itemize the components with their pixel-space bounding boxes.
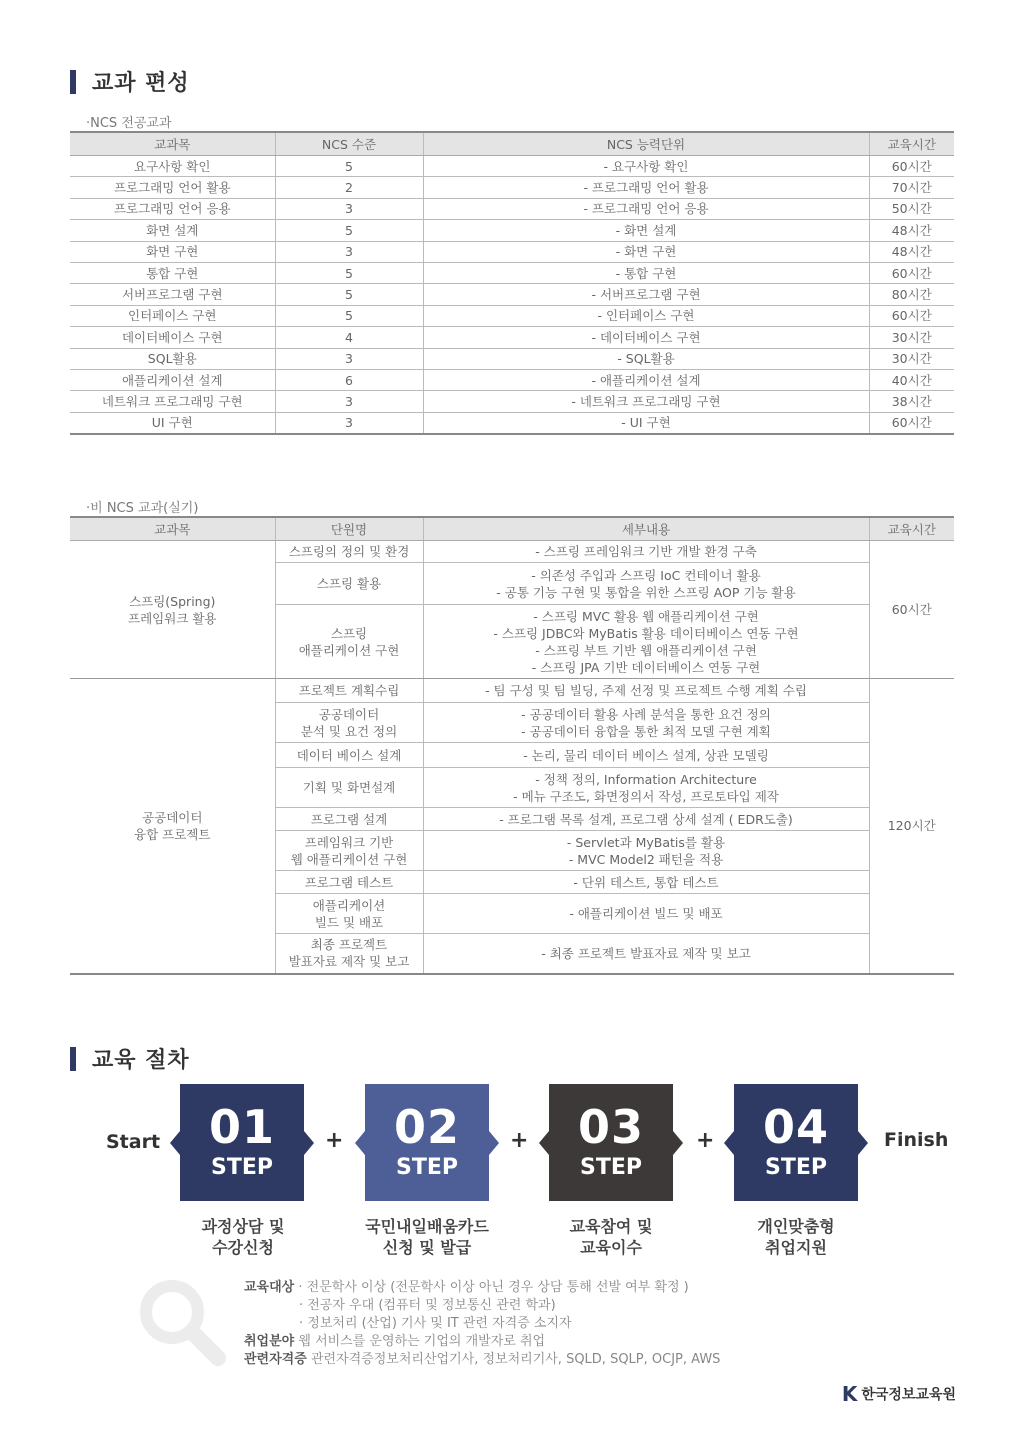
- ncs-cell: UI 구현: [70, 412, 275, 434]
- subject-cell: 공공데이터 융합 프로젝트: [70, 679, 275, 974]
- target-line: · 전공자 우대 (컴퓨터 및 정보통신 관련 학과): [299, 1298, 556, 1313]
- unit-name-cell: 프레임워크 기반 웹 애플리케이션 구현: [275, 831, 423, 871]
- title-bar-marker: [70, 70, 76, 94]
- ncs-cell: 3: [275, 391, 423, 412]
- ncs-cell: 4: [275, 327, 423, 348]
- ncs-table: [70, 131, 954, 435]
- plus-icon: +: [696, 1128, 715, 1153]
- ncs-cell: 50시간: [869, 198, 954, 219]
- ncs-cell: 60시간: [869, 156, 954, 177]
- nonncs-header-cell: 세부내용: [423, 517, 869, 541]
- ncs-cell: 데이터베이스 구현: [70, 327, 275, 348]
- ncs-cell: - SQL활용: [423, 348, 869, 369]
- nonncs-subtitle: ·비 NCS 교과(실기): [86, 501, 199, 516]
- unit-detail-cell: - 논리, 물리 데이터 베이스 설계, 상관 모델링: [423, 743, 869, 768]
- ncs-cell: - 데이터베이스 구현: [423, 327, 869, 348]
- ncs-cell: 48시간: [869, 220, 954, 241]
- magnifier-icon: [134, 1276, 230, 1372]
- cert-value: 관련자격증정보처리산업기사, 정보처리기사, SQLD, SQLP, OCJP, AWS: [310, 1352, 721, 1367]
- ncs-header-cell: NCS 수준: [275, 132, 423, 156]
- unit-name-cell: 스프링 활용: [275, 563, 423, 605]
- unit-detail-cell: - 의존성 주입과 스프링 IoC 컨테이너 활용 - 공통 기능 구현 및 통합을 위한 스프링 AOP 기능 활용: [423, 563, 869, 605]
- unit-name-cell: 프로그램 테스트: [275, 871, 423, 894]
- ncs-cell: 서버프로그램 구현: [70, 284, 275, 305]
- ncs-cell: - 애플리케이션 설계: [423, 369, 869, 390]
- table-row: [70, 541, 954, 563]
- subject-cell: 스프링(Spring) 프레임워크 활용: [70, 541, 275, 679]
- ncs-cell: 70시간: [869, 177, 954, 198]
- step-caption: 과정상담 및 수강신청: [201, 1217, 285, 1257]
- target-line: · 전문학사 이상 (전문학사 이상 아닌 경우 상담 통해 선발 여부 확정 ): [298, 1280, 689, 1295]
- ncs-cell: 애플리케이션 설계: [70, 369, 275, 390]
- unit-detail-cell: - 공공데이터 활용 사례 분석을 통한 요건 정의 - 공공데이터 융합을 통한 최적 모델 구현 계획: [423, 703, 869, 743]
- unit-name-cell: 기획 및 화면설계: [275, 768, 423, 808]
- table-row: [70, 369, 954, 390]
- step-caption: 교육참여 및 교육이수: [569, 1217, 653, 1257]
- step-02-box: [365, 1084, 489, 1201]
- step-04-box: [734, 1084, 858, 1201]
- ncs-cell: 3: [275, 241, 423, 262]
- ncs-cell: 30시간: [869, 327, 954, 348]
- nonncs-header-cell: 교과목: [70, 517, 275, 541]
- step-caption: 개인맞춤형 취업지원: [757, 1217, 835, 1257]
- title-bar-marker: [70, 1047, 76, 1071]
- ncs-cell: - 요구사항 확인: [423, 156, 869, 177]
- ncs-cell: 48시간: [869, 241, 954, 262]
- table-row: [70, 679, 954, 703]
- ncs-cell: 6: [275, 369, 423, 390]
- target-key: 교육대상: [244, 1280, 295, 1295]
- cert-key: 관련자격증: [244, 1352, 307, 1367]
- ncs-cell: 5: [275, 284, 423, 305]
- plus-icon: +: [510, 1128, 529, 1153]
- ncs-header-cell: 교과목: [70, 132, 275, 156]
- step-number: 01: [208, 1099, 275, 1154]
- nonncs-header-cell: 단원명: [275, 517, 423, 541]
- unit-name-cell: 데이터 베이스 설계: [275, 743, 423, 768]
- unit-name-cell: 애플리케이션 빌드 및 배포: [275, 894, 423, 934]
- section-procedure-title: [70, 1043, 190, 1074]
- logo-text: 한국정보교육원: [861, 1387, 956, 1403]
- ncs-cell: - 서버프로그램 구현: [423, 284, 869, 305]
- ncs-cell: 화면 설계: [70, 220, 275, 241]
- ncs-cell: 프로그래밍 언어 응용: [70, 198, 275, 219]
- section-curriculum-title: [70, 66, 190, 97]
- unit-detail-cell: - Servlet과 MyBatis를 활용 - MVC Model2 패턴을 적용: [423, 831, 869, 871]
- course-info: [244, 1279, 720, 1369]
- nonncs-table: [70, 516, 954, 975]
- ncs-header-cell: 교육시간: [869, 132, 954, 156]
- ncs-cell: - 프로그래밍 언어 응용: [423, 198, 869, 219]
- arrow-notch-icon: [539, 1131, 549, 1155]
- unit-name-cell: 공공데이터 분석 및 요건 정의: [275, 703, 423, 743]
- unit-detail-cell: - 최종 프로젝트 발표자료 제작 및 보고: [423, 934, 869, 974]
- unit-detail-cell: - 스프링 MVC 활용 웹 애플리케이션 구현 - 스프링 JDBC와 MyBatis 활용 데이터베이스 연동 구현 - 스프링 부트 기반 웹 애플리케이션 구현 - 스프링 JPA 기반 데이터베이스 연동 구현: [423, 605, 869, 679]
- ncs-cell: 60시간: [869, 305, 954, 326]
- arrow-notch-icon: [858, 1131, 868, 1155]
- ncs-cell: - UI 구현: [423, 412, 869, 434]
- curriculum-heading: 교과 편성: [92, 71, 190, 96]
- ncs-cell: 프로그래밍 언어 활용: [70, 177, 275, 198]
- ncs-subtitle: ·NCS 전공교과: [86, 116, 172, 131]
- finish-label: Finish: [884, 1129, 949, 1151]
- ncs-cell: - 화면 구현: [423, 241, 869, 262]
- table-row: [70, 241, 954, 262]
- plus-icon: +: [325, 1128, 344, 1153]
- nonncs-header-cell: 교육시간: [869, 517, 954, 541]
- ncs-cell: - 네트워크 프로그래밍 구현: [423, 391, 869, 412]
- step-word: STEP: [579, 1154, 642, 1180]
- step-number: 04: [762, 1099, 829, 1154]
- ncs-cell: 3: [275, 412, 423, 434]
- ncs-cell: 3: [275, 198, 423, 219]
- ncs-cell: - 프로그래밍 언어 활용: [423, 177, 869, 198]
- unit-detail-cell: - 정책 정의, Information Architecture - 메뉴 구조도, 화면정의서 작성, 프로토타입 제작: [423, 768, 869, 808]
- arrow-notch-icon: [170, 1131, 180, 1155]
- ncs-cell: 30시간: [869, 348, 954, 369]
- unit-detail-cell: - 단위 테스트, 통합 테스트: [423, 871, 869, 894]
- ncs-cell: 요구사항 확인: [70, 156, 275, 177]
- ncs-cell: 5: [275, 262, 423, 283]
- ncs-cell: - 통합 구현: [423, 262, 869, 283]
- ncs-cell: 화면 구현: [70, 241, 275, 262]
- arrow-notch-icon: [304, 1131, 314, 1155]
- table-row: [70, 156, 954, 177]
- target-line: · 정보처리 (산업) 기사 및 IT 관련 자격증 소지자: [299, 1316, 572, 1331]
- unit-name-cell: 스프링의 정의 및 환경: [275, 541, 423, 563]
- hours-cell: 60시간: [869, 541, 954, 679]
- unit-name-cell: 프로젝트 계획수립: [275, 679, 423, 703]
- unit-name-cell: 스프링 애플리케이션 구현: [275, 605, 423, 679]
- ncs-cell: 60시간: [869, 412, 954, 434]
- ncs-cell: SQL활용: [70, 348, 275, 369]
- table-row: [70, 198, 954, 219]
- table-row: [70, 391, 954, 412]
- step-word: STEP: [210, 1154, 273, 1180]
- job-value: 웹 서비스를 운영하는 기업의 개발자로 취업: [298, 1334, 546, 1349]
- procedure-heading: 교육 절차: [92, 1048, 190, 1073]
- ncs-cell: 38시간: [869, 391, 954, 412]
- unit-detail-cell: - 스프링 프레임워크 기반 개발 환경 구축: [423, 541, 869, 563]
- unit-detail-cell: - 프로그램 목록 설계, 프로그램 상세 설계 ( EDR도출): [423, 808, 869, 831]
- step-number: 03: [577, 1099, 644, 1154]
- step-word: STEP: [395, 1154, 458, 1180]
- ncs-cell: 80시간: [869, 284, 954, 305]
- ncs-cell: 40시간: [869, 369, 954, 390]
- ncs-cell: 5: [275, 220, 423, 241]
- table-row: [70, 284, 954, 305]
- logo-mark: K: [841, 1382, 858, 1406]
- ncs-cell: 60시간: [869, 262, 954, 283]
- step-01-box: [180, 1084, 304, 1201]
- ncs-cell: - 화면 설계: [423, 220, 869, 241]
- table-row: [70, 305, 954, 326]
- step-caption: 국민내일배움카드 신청 및 발급: [365, 1217, 489, 1257]
- ncs-cell: 5: [275, 156, 423, 177]
- brand-logo: [842, 1382, 956, 1406]
- ncs-cell: 3: [275, 348, 423, 369]
- unit-name-cell: 프로그램 설계: [275, 808, 423, 831]
- step-number: 02: [393, 1099, 460, 1154]
- unit-name-cell: 최종 프로젝트 발표자료 제작 및 보고: [275, 934, 423, 974]
- ncs-cell: 5: [275, 305, 423, 326]
- hours-cell: 120시간: [869, 679, 954, 974]
- ncs-header-cell: NCS 능력단위: [423, 132, 869, 156]
- table-row: [70, 348, 954, 369]
- table-row: [70, 412, 954, 434]
- unit-detail-cell: - 애플리케이션 빌드 및 배포: [423, 894, 869, 934]
- table-row: [70, 327, 954, 348]
- table-row: [70, 220, 954, 241]
- step-word: STEP: [764, 1154, 827, 1180]
- ncs-cell: 인터페이스 구현: [70, 305, 275, 326]
- table-row: [70, 177, 954, 198]
- ncs-cell: 네트워크 프로그래밍 구현: [70, 391, 275, 412]
- arrow-notch-icon: [673, 1131, 683, 1155]
- job-key: 취업분야: [244, 1334, 295, 1349]
- ncs-cell: 2: [275, 177, 423, 198]
- unit-detail-cell: - 팀 구성 및 팀 빌딩, 주제 선정 및 프로젝트 수행 계획 수립: [423, 679, 869, 703]
- arrow-notch-icon: [489, 1131, 499, 1155]
- arrow-notch-icon: [355, 1131, 365, 1155]
- start-label: Start: [106, 1131, 161, 1153]
- ncs-cell: 통합 구현: [70, 262, 275, 283]
- arrow-notch-icon: [724, 1131, 734, 1155]
- ncs-cell: - 인터페이스 구현: [423, 305, 869, 326]
- table-row: [70, 262, 954, 283]
- step-03-box: [549, 1084, 673, 1201]
